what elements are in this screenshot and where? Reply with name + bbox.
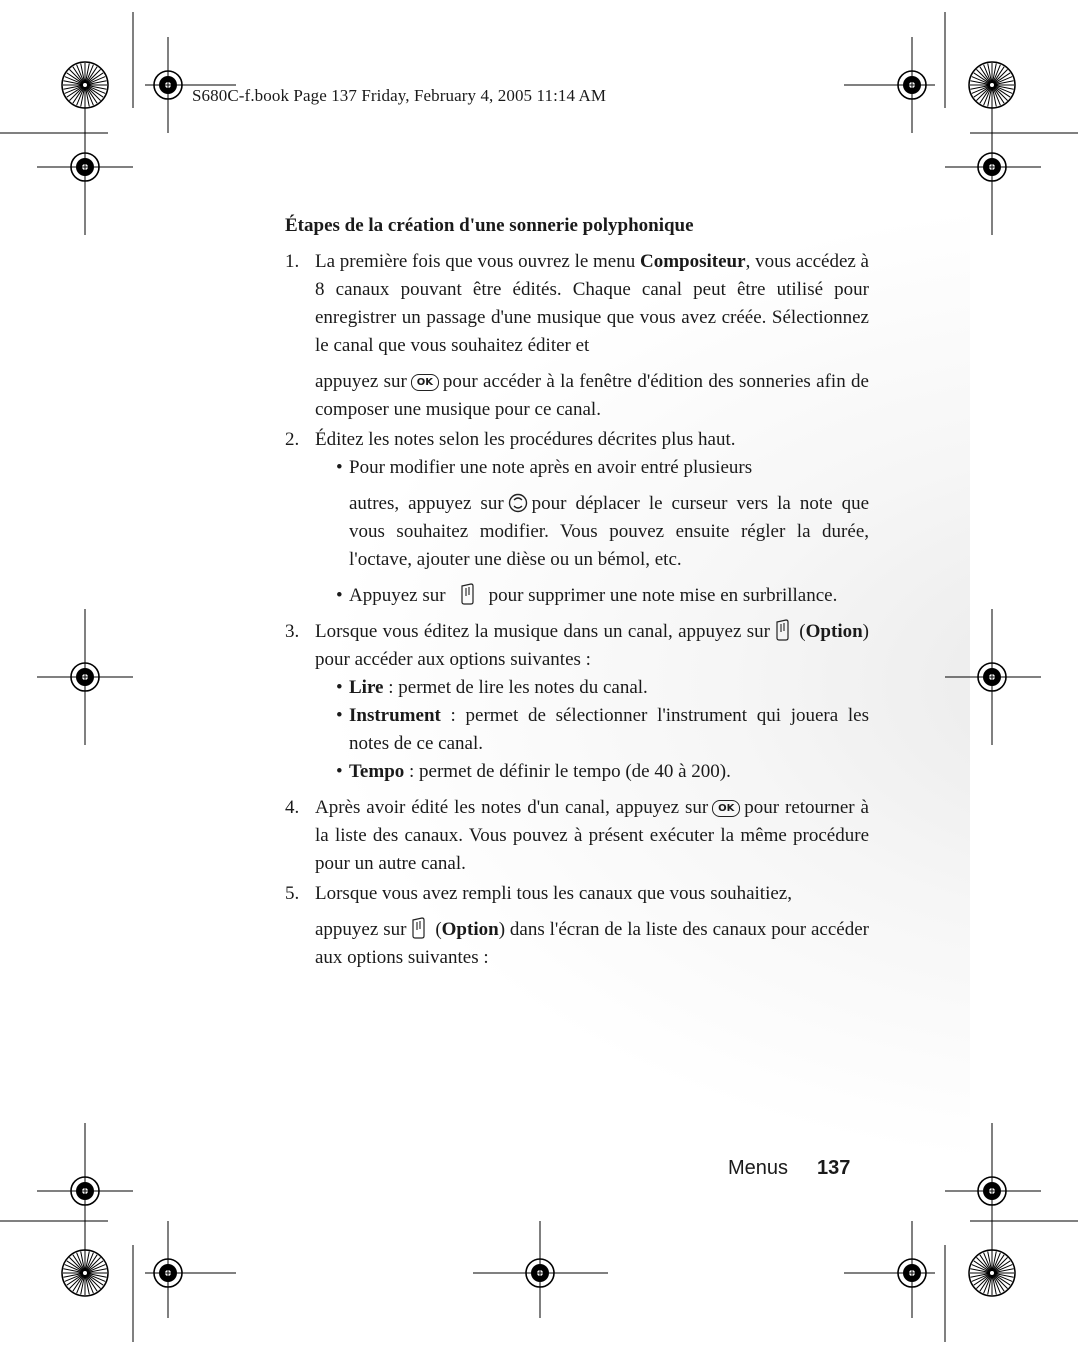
- footer-section-label: Menus: [728, 1157, 789, 1179]
- step-1: [285, 248, 869, 424]
- bullet-icon: •: [336, 677, 343, 698]
- section-heading: Étapes de la création d'une sonnerie polyphonique: [285, 215, 694, 236]
- step-text: appuyez sur OK pour accéder à la fenêtre d'édition des sonneries afin de composer une musique pour ce canal.: [315, 371, 869, 420]
- step-number: 4.: [285, 797, 300, 818]
- step-text: Lorsque vous éditez la musique dans un canal, appuyez sur (Option) pour accéder aux options suivantes :: [315, 621, 869, 670]
- bullet-icon: •: [336, 705, 343, 726]
- page-number: 137: [817, 1157, 851, 1179]
- ok-key-icon: OK: [712, 800, 740, 817]
- book-info-header: S680C-f.book Page 137 Friday, February 4, 2005 11:14 AM: [192, 86, 607, 105]
- step-4: [285, 794, 869, 878]
- soft-key-icon: [410, 917, 426, 939]
- option-item: • Instrument : permet de sélectionner l'instrument qui jouera les notes de ce canal.: [318, 702, 869, 758]
- bullet-item: • Pour modifier une note après en avoir entré plusieurs autres, appuyez sur pour déplacer le curseur vers la note que vous souhaitez modifier. Vous pouvez ensuite régler la durée, l'octave, ajouter une dièse ou un bémol, etc.: [318, 454, 869, 574]
- step-number: 1.: [285, 251, 300, 272]
- nav-key-icon: [508, 493, 528, 513]
- step-number: 3.: [285, 621, 300, 642]
- bullet-icon: •: [336, 761, 343, 782]
- step-2: [285, 426, 869, 610]
- bullet-icon: •: [336, 457, 343, 478]
- page-content: [285, 212, 869, 972]
- menu-name: Compositeur: [640, 251, 746, 272]
- step-number: 5.: [285, 883, 300, 904]
- step-5: [285, 880, 869, 972]
- step-text: Après avoir édité les notes d'un canal, appuyez sur OK pour retourner à la liste des canaux. Vous pouvez à présent exécuter la même procédure pour un autre canal.: [315, 797, 869, 874]
- step-number: 2.: [285, 429, 300, 450]
- soft-key-icon: [459, 583, 475, 605]
- soft-key-icon: [774, 619, 790, 641]
- ok-key-icon: OK: [411, 374, 439, 391]
- step-text: Lorsque vous avez rempli tous les canaux que vous souhaitiez,: [315, 883, 792, 904]
- bullet-item: • Appuyez sur pour supprimer une note mise en surbrillance.: [318, 582, 869, 610]
- option-item: • Tempo : permet de définir le tempo (de 40 à 200).: [318, 758, 869, 786]
- option-item: • Lire : permet de lire les notes du canal.: [318, 674, 869, 702]
- step-text: Éditez les notes selon les procédures décrites plus haut.: [315, 429, 736, 450]
- bullet-icon: •: [336, 585, 343, 606]
- step-text: La première fois que vous ouvrez le menu Compositeur, vous accédez à 8 canaux pouvant être édités. Chaque canal peut être utilisé pour enregistrer un passage d'une musique que vous avez créée. Sélectionnez le canal que vous souhaitez éditer et: [315, 251, 869, 356]
- step-3: [285, 618, 869, 786]
- step-text: appuyez sur (Option) dans l'écran de la liste des canaux pour accéder aux options suivantes :: [315, 919, 869, 968]
